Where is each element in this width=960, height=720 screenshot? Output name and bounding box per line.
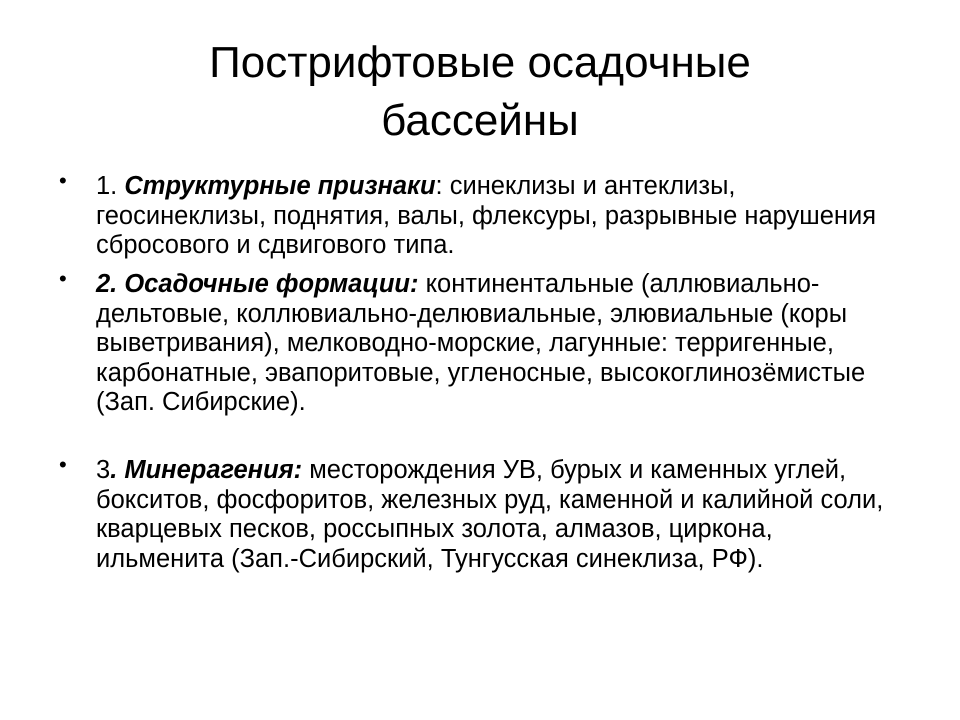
bullet-item-structural: [96, 172, 886, 261]
bullet-item-formations: [96, 270, 886, 418]
bullet-icon: •: [59, 168, 67, 193]
item-emphasis: Структурные признаки: [124, 172, 436, 200]
item-emphasis: 2. Осадочные формации:: [96, 270, 419, 298]
item-body: континентальные (аллювиально-дельтовые, коллювиально-делювиальные, элювиальные (коры выветривания), мелководно-морские, лагунные: терригенные, карбонатные, эвапоритовые, угленосные, высокоглинозёмистые (Зап. Сибирские).: [96, 270, 866, 416]
bullet-item-minerageny: [96, 456, 886, 574]
item-emphasis: . Минерагения:: [110, 456, 303, 484]
item-body: синеклизы и антеклизы, геосинеклизы, поднятия, валы, флексуры, разрывные нарушения сбросового и сдвигового типа.: [96, 172, 877, 259]
title-line-1: Пострифтовые осадочные: [209, 38, 751, 87]
item-prefix: 1.: [96, 172, 125, 200]
title-line-2: бассейны: [381, 96, 579, 145]
bullet-icon: •: [59, 266, 67, 291]
item-body: месторождения УВ, бурых и каменных углей, бокситов, фосфоритов, железных руд, каменной и калийной соли, кварцевых песков, россыпных золота, алмазов, циркона, ильменита (Зап.-Сибирский, Тунгусская синеклиза, РФ).: [96, 456, 884, 573]
item-after-emphasis: :: [435, 172, 443, 200]
item-prefix: 3: [96, 456, 111, 484]
bullet-icon: •: [59, 452, 67, 477]
